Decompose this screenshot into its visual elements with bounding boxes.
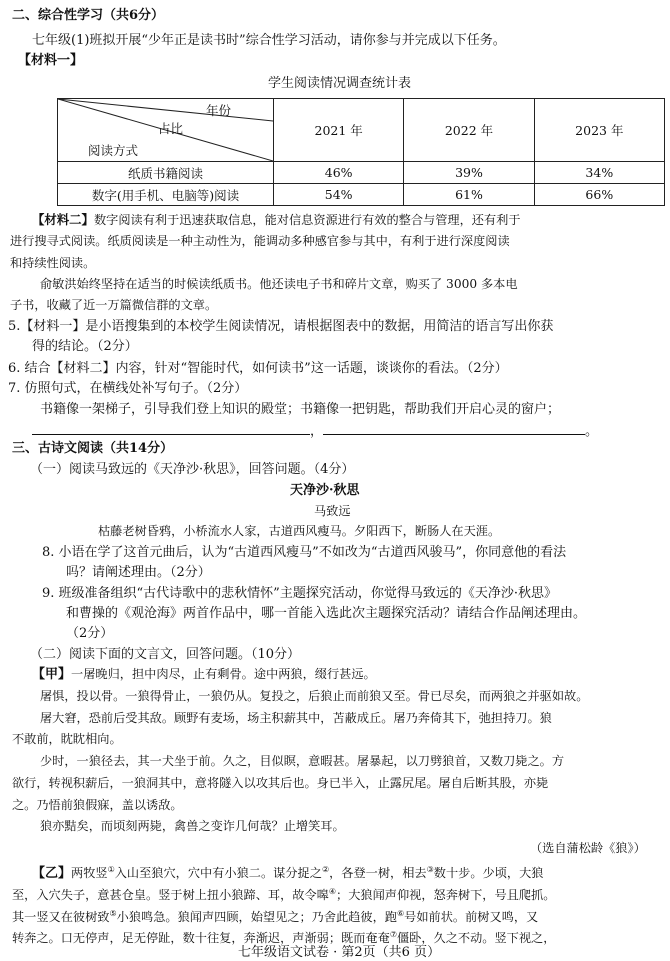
yi-line: 【乙】两牧竖①入山至狼穴，穴中有小狼二。谋分捉之②，各登一树，相去③数十步。少顷，大狼 bbox=[32, 865, 544, 882]
poem-author: 马致远 bbox=[314, 504, 351, 518]
section-intro: 七年级(1)班拟开展“少年正是读书时”综合性学习活动，请你参与并完成以下任务。 bbox=[32, 33, 506, 48]
table-cell: 39% bbox=[404, 162, 534, 184]
poem-title: 天净沙·秋思 bbox=[290, 483, 360, 498]
table-cell: 46% bbox=[274, 162, 404, 184]
jia-label: 【甲】 bbox=[32, 667, 72, 682]
question-7-answer-line: ， 。 bbox=[32, 420, 598, 440]
header-year: 年份 bbox=[206, 103, 232, 118]
yi-label: 【乙】 bbox=[32, 866, 72, 882]
yi-line: 转奔之。口无停声，足无停趾，数十往复，奔渐迟，声渐弱；既而奄奄⑦僵卧，久之不动。竖下视之， bbox=[12, 930, 556, 946]
question-8-cont: 吗？请阐述理由。（2分） bbox=[66, 565, 211, 580]
table-cell: 61% bbox=[404, 184, 534, 206]
question-7: 7. 仿照句式，在横线处补写句子。（2分） bbox=[8, 381, 248, 396]
table-diagonal-header bbox=[58, 99, 274, 162]
col-header: 2023 年 bbox=[534, 99, 664, 162]
jia-line: 欲行，转视积薪后，一狼洞其中，意将隧入以攻其后也。身已半入，止露尻尾。屠自后断其股，亦毙 bbox=[12, 776, 549, 790]
table-cell: 54% bbox=[274, 184, 404, 206]
table-title: 学生阅读情况调查统计表 bbox=[268, 76, 412, 91]
table-row bbox=[58, 184, 665, 206]
material2-paragraph: 子书，收藏了近一万篇微信群的文章。 bbox=[10, 298, 218, 312]
jia-line: 少时，一狼径去，其一犬坐于前。久之，目似瞑，意暇甚。屠暴起，以刀劈狼首，又数刀毙之。方 bbox=[40, 754, 565, 768]
answer-blank-2[interactable] bbox=[323, 420, 585, 435]
table-row bbox=[58, 162, 665, 184]
survey-table bbox=[57, 98, 665, 206]
poem-text: 枯藤老树昏鸦，小桥流水人家，古道西风瘦马。夕阳西下，断肠人在天涯。 bbox=[98, 524, 501, 538]
material2-paragraph: 俞敏洪始终坚持在适当的时候读纸质书。他还读电子书和碎片文章，购买了 3000 多本电 bbox=[40, 277, 518, 291]
material2-label: 【材料二】 bbox=[32, 212, 94, 227]
header-ratio: 占比 bbox=[158, 121, 184, 136]
yi-line: 其一竖又在彼树致⑤小狼鸣急。狼闻声四顾，始望见之；乃舍此趋彼，跑⑥号如前状。前树又鸣，又 bbox=[12, 909, 539, 925]
jia-line: 狼亦黠矣，而顷刻两毙，禽兽之变诈几何哉？止增笑耳。 bbox=[40, 819, 345, 833]
question-5-cont: 得的结论。（2分） bbox=[32, 339, 138, 354]
col-header: 2022 年 bbox=[404, 99, 534, 162]
material2-line: 和持续性阅读。 bbox=[10, 256, 96, 270]
question-9: 9. 班级准备组织“古代诗歌中的悲秋情怀”主题探究活动，你觉得马致远的《天净沙·秋思》 bbox=[42, 586, 557, 601]
yi-line: 至，入穴失子，意甚仓皇。竖于树上扭小狼蹄、耳，故令嗥④；大狼闻声仰视，怒奔树下，号且爬抓。 bbox=[12, 887, 556, 903]
material2-line: 进行搜寻式阅读。纸质阅读是一种主动性为，能调动多种感官参与其中，有利于进行深度阅读 bbox=[10, 234, 510, 248]
jia-line: 不敢前，眈眈相向。 bbox=[12, 732, 122, 746]
row-label: 纸质书籍阅读 bbox=[58, 162, 274, 184]
jia-source: （选自蒲松龄《狼》） bbox=[530, 841, 646, 855]
question-7-example: 书籍像一架梯子，引导我们登上知识的殿堂；书籍像一把钥匙，帮助我们开启心灵的窗户； bbox=[40, 402, 561, 417]
question-9-cont: （2分） bbox=[66, 626, 114, 641]
question-8: 8. 小语在学了这首元曲后，认为“古道西风瘦马”不如改为“古道西风骏马”，你同意他的看法 bbox=[42, 545, 567, 560]
row-label: 数字(用手机、电脑等)阅读 bbox=[58, 184, 274, 206]
jia-line: 之。乃悟前狼假寐，盖以诱敌。 bbox=[12, 798, 183, 812]
jia-line: 【甲】一屠晚归，担中肉尽，止有剩骨。途中两狼，缀行甚远。 bbox=[32, 667, 376, 682]
section-heading: 三、古诗文阅读（共14分） bbox=[12, 441, 174, 456]
material1-label: 【材料一】 bbox=[18, 53, 84, 68]
part-1-heading: （一）阅读马致远的《天净沙·秋思》，回答问题。（4分） bbox=[30, 462, 355, 477]
table-cell: 34% bbox=[534, 162, 664, 184]
table-cell: 66% bbox=[534, 184, 664, 206]
part-2-heading: （二）阅读下面的文言文，回答问题。（10分） bbox=[30, 647, 301, 662]
question-6: 6. 结合【材料二】内容，针对“智能时代，如何读书”这一话题，谈谈你的看法。（2分） bbox=[8, 361, 508, 376]
answer-blank-1[interactable] bbox=[32, 420, 310, 435]
question-9-cont: 和曹操的《观沧海》两首作品中，哪一首能入选此次主题探究活动？请结合作品阐述理由。 bbox=[66, 606, 587, 621]
col-header: 2021 年 bbox=[274, 99, 404, 162]
header-method: 阅读方式 bbox=[88, 143, 139, 158]
section-heading: 二、综合性学习（共6分） bbox=[12, 8, 165, 23]
jia-line: 屠惧，投以骨。一狼得骨止，一狼仍从。复投之，后狼止而前狼又至。骨已尽矣，而两狼之并驱如故。 bbox=[40, 689, 589, 703]
page-footer: 七年级语文试卷 · 第2页（共6 页） bbox=[238, 945, 441, 960]
material2-line: 【材料二】数字阅读有利于迅速获取信息，能对信息资源进行有效的整合与管理，还有利于 bbox=[32, 212, 521, 227]
jia-line: 屠大窘，恐前后受其敌。顾野有麦场，场主积薪其中，苫蔽成丘。屠乃奔倚其下，弛担持刀。狼 bbox=[40, 711, 552, 725]
question-5: 5.【材料一】是小语搜集到的本校学生阅读情况，请根据图表中的数据，用简洁的语言写出你获 bbox=[8, 319, 554, 334]
